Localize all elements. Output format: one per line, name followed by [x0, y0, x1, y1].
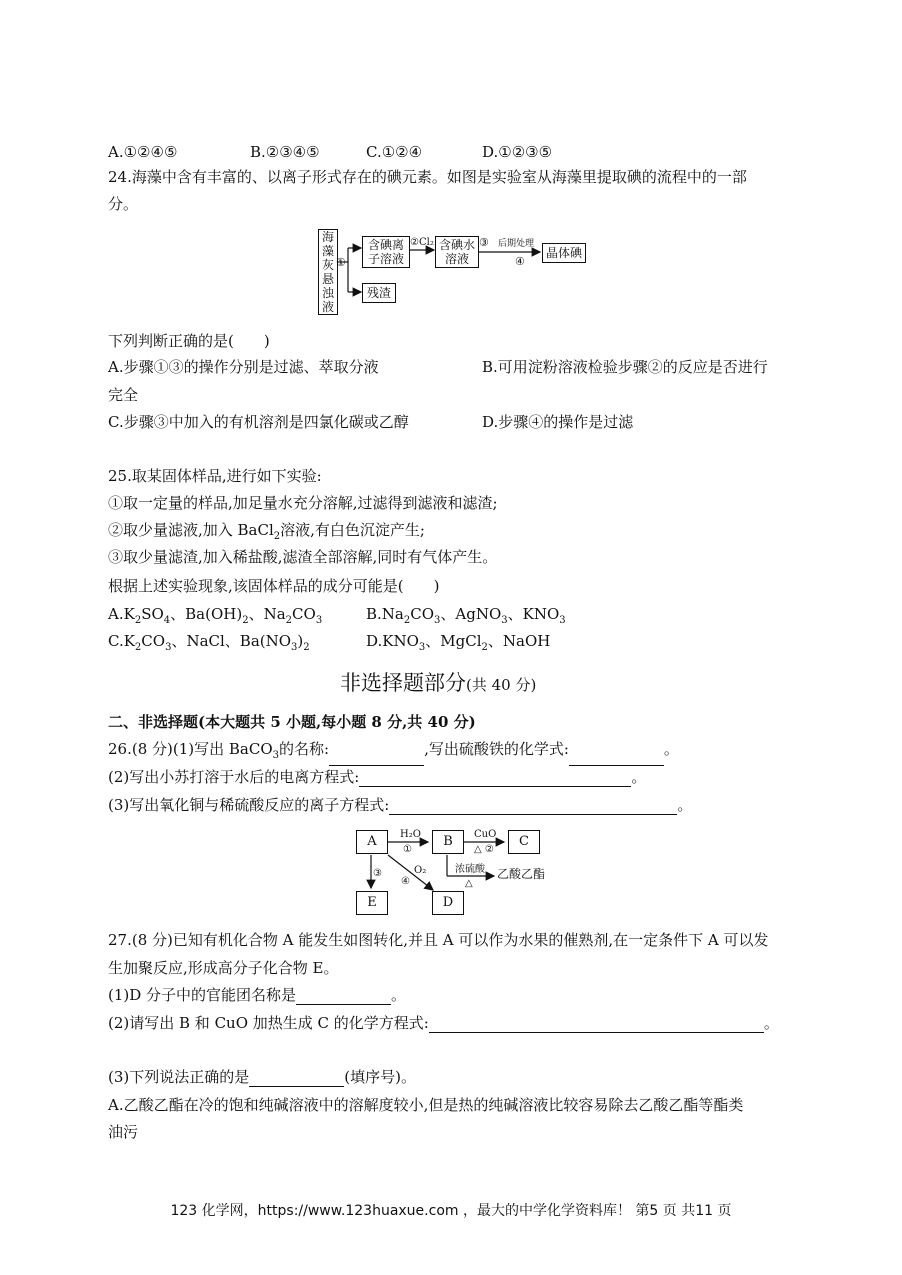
q24-stem-line1: 24.海藻中含有丰富的、以离子形式存在的碘元素。如图是实验室从海藻里提取碘的流程中的一部	[108, 168, 747, 186]
q24-option-b-cont: 完全	[108, 386, 139, 404]
q26-blank-ionization-equation[interactable]	[359, 771, 631, 787]
q27-blank-correct-options[interactable]	[249, 1071, 344, 1087]
label-step4: ④	[401, 876, 410, 887]
q25-step3: ③取少量滤渣,加入稀盐酸,滤渣全部溶解,同时有气体产生。	[108, 548, 498, 566]
flow-post-treatment-label: 后期处理	[498, 239, 535, 249]
q27-stem-line1: 27.(8 分)已知有机化合物 A 能发生如图转化,并且 A 可以作为水果的催熟剂,在一定条件下 A 可以发	[108, 931, 769, 949]
label-h2o: H₂O	[400, 829, 421, 840]
diagram-box-e: E	[356, 891, 388, 915]
q25-stem: 25.取某固体样品,进行如下实验:	[108, 467, 322, 485]
label-cuo: CuO	[474, 829, 497, 840]
flow-box-residue: 残渣	[362, 283, 396, 303]
q26-line1: 26.(8 分)(1)写出 BaCO$_3$的名称: ,写出硫酸铁的化学式: 。	[108, 739, 679, 766]
q24-option-c: C.步骤③中加入的有机溶剂是四氯化碳或乙醇	[108, 413, 409, 431]
diagram-box-d: D	[432, 891, 464, 915]
flow-step4-label: ④	[515, 255, 525, 268]
diagram-box-c: C	[508, 830, 540, 854]
flow-box-crystal-iodine: 晶体碘	[542, 243, 586, 263]
q26-line2: (2)写出小苏打溶于水后的电离方程式: 。	[108, 768, 647, 786]
label-heat-step2: △ ②	[474, 844, 494, 855]
page-footer: 123 化学网，https://www.123huaxue.com ，最大的中学化学资料库！ 第5 页 共11 页	[170, 1203, 732, 1219]
flow-step3-label: ③	[479, 236, 489, 249]
q26-blank-ferric-sulfate-formula[interactable]	[569, 750, 664, 766]
q25-option-b: $B.Na_2CO_3$、AgNO$_3$、$KNO_3$	[366, 605, 566, 626]
q26-line3: (3)写出氧化铜与稀硫酸反应的离子方程式: 。	[108, 796, 693, 814]
q23-option-d: D.①②③⑤	[482, 143, 553, 161]
flow-step1-label: ①	[336, 256, 346, 269]
q24-option-d: D.步骤④的操作是过滤	[482, 413, 634, 431]
diagram-box-b: B	[432, 830, 464, 854]
q27-option-a-line2: 油污	[108, 1123, 139, 1141]
q25-prompt: 根据上述实验现象,该固体样品的成分可能是( )	[108, 577, 440, 595]
label-heat: △	[465, 878, 473, 889]
flow-box-iodine-water: 含碘水溶液	[435, 236, 479, 268]
q27-stem-line2: 生加聚反应,形成高分子化合物 E。	[108, 959, 339, 977]
q24-stem-line2: 分。	[108, 195, 139, 213]
q27-blank-functional-group[interactable]	[296, 989, 391, 1005]
q25-step2: ②取少量滤液,加入 BaCl$_2$溶液,有白色沉淀产生;	[108, 521, 425, 542]
q25-option-c: $C.K_2CO_3$、NaCl、$Ba(NO_3)_2$	[108, 632, 310, 653]
q25-option-d: $D.KNO_3$、MgCl$_2$、NaOH	[366, 632, 551, 653]
q25-option-a: $A.K_2SO_4$、$Ba(OH)_2$、$Na_2CO_3$	[108, 605, 323, 626]
label-conc-sulfuric-acid: 浓硫酸	[455, 864, 485, 875]
diagram-box-a: A	[356, 830, 388, 854]
q27-part3: (3)下列说法正确的是 (填序号)。	[108, 1068, 416, 1086]
q27-blank-chemical-equation[interactable]	[429, 1017, 764, 1033]
label-step3: ③	[373, 868, 382, 879]
part2-heading: 二、非选择题(本大题共 5 小题,每小题 8 分,共 40 分)	[108, 713, 476, 731]
flow-step2-label: ②Cl₂	[410, 237, 434, 248]
q27-option-a-line1: A.乙酸乙酯在冷的饱和纯碱溶液中的溶解度较小,但是热的纯碱溶液比较容易除去乙酸乙酯等酯类	[108, 1096, 744, 1114]
label-ethyl-acetate: 乙酸乙酯	[497, 867, 546, 881]
q26-blank-ionic-equation[interactable]	[389, 799, 677, 815]
q27-part1: (1)D 分子中的官能团名称是 。	[108, 986, 407, 1004]
q26-blank-bac03-name[interactable]	[329, 750, 424, 766]
label-o2: O₂	[414, 865, 427, 876]
flow-box-seaweed-suspension: 海藻灰悬浊液	[318, 229, 338, 315]
section-title: 非选择题部分(共 40 分)	[340, 671, 537, 695]
q25-step1: ①取一定量的样品,加足量水充分溶解,过滤得到滤液和滤渣;	[108, 494, 498, 512]
q27-part2: (2)请写出 B 和 CuO 加热生成 C 的化学方程式: 。	[108, 1014, 779, 1032]
q23-option-b: B.②③④⑤	[250, 143, 320, 161]
flow-box-iodide-solution: 含碘离子溶液	[362, 236, 410, 268]
q23-option-a: A.①②④⑤	[108, 143, 178, 161]
label-step1: ①	[403, 844, 412, 855]
q23-option-c: C.①②④	[366, 143, 423, 161]
q24-option-a: A.步骤①③的操作分别是过滤、萃取分液	[108, 358, 379, 376]
q24-prompt: 下列判断正确的是( )	[108, 332, 270, 350]
q24-option-b: B.可用淀粉溶液检验步骤②的反应是否进行	[482, 358, 768, 376]
